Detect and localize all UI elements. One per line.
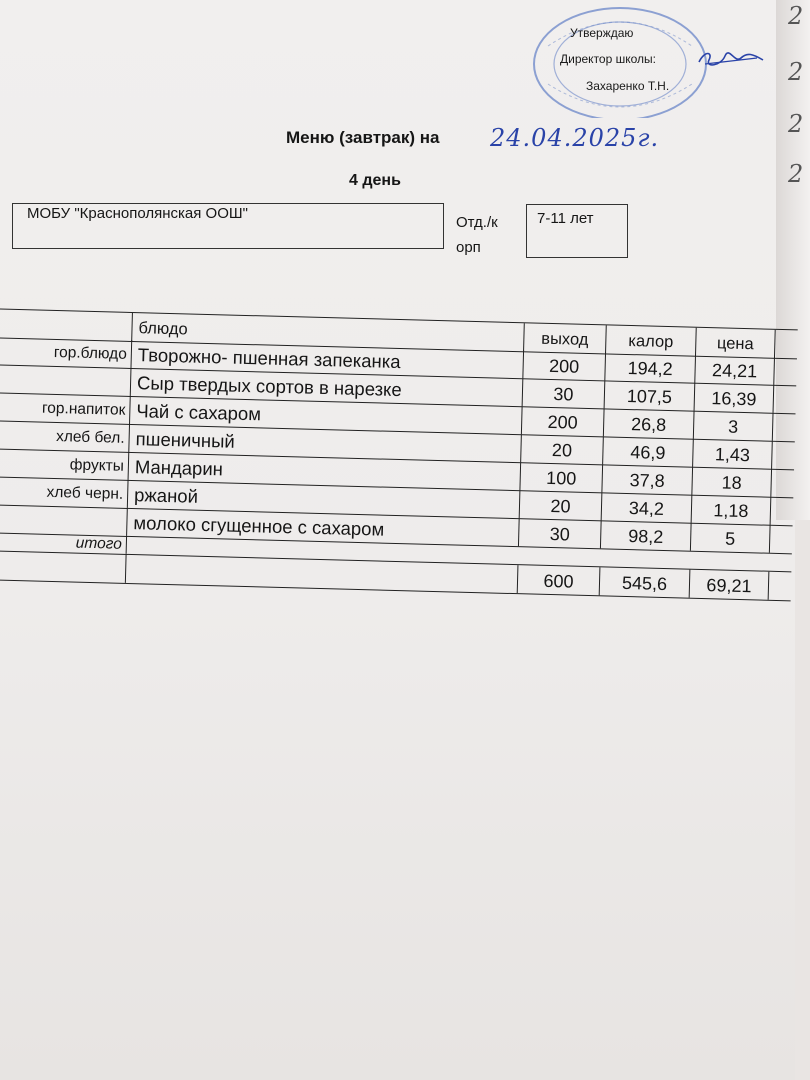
row-dish: Чай с сахаром	[129, 396, 522, 434]
row-output: 200	[521, 406, 604, 436]
header-output: выход	[523, 323, 606, 353]
director-label: Директор школы:	[560, 52, 656, 66]
row-calories: 37,8	[601, 464, 692, 494]
row-category	[0, 364, 130, 396]
row-price: 16,39	[694, 383, 775, 413]
edge-number: 2	[788, 2, 804, 30]
total-calories: 545,6	[599, 567, 690, 597]
row-price: 1,43	[692, 439, 773, 469]
row-output: 20	[520, 434, 603, 464]
row-category	[0, 551, 126, 583]
edge-number: 2	[788, 110, 804, 138]
day-label: 4 день	[349, 172, 401, 189]
age-group-box	[526, 204, 628, 258]
row-output: 30	[518, 518, 601, 548]
director-name: Захаренко Т.Н.	[586, 79, 670, 93]
row-category: гор.блюдо	[53, 343, 128, 363]
otd-line2: орп	[456, 239, 481, 256]
row-calories: 98,2	[600, 520, 691, 550]
header-price: цена	[695, 328, 776, 358]
menu-title: Меню (завтрак) на	[286, 128, 440, 147]
row-calories: 46,9	[602, 436, 693, 466]
row-dish: Творожно- пшенная запеканка	[130, 340, 523, 378]
row-dish: Мандарин	[128, 452, 521, 490]
approve-label: Утверждаю	[570, 26, 634, 40]
row-category: хлеб черн.	[46, 483, 124, 503]
row-price: 24,21	[694, 355, 775, 385]
header-calories: калор	[605, 325, 696, 355]
row-output: 20	[519, 490, 602, 520]
header-dish: блюдо	[131, 313, 524, 351]
total-price: 69,21	[689, 570, 770, 600]
total-label: итого	[75, 534, 123, 553]
row-calories: 107,5	[604, 380, 695, 410]
school-name: МОБУ "Краснополянская ООШ"	[27, 205, 248, 222]
row-output: 200	[522, 350, 605, 380]
director-signature	[695, 48, 767, 70]
age-group: 7-11 лет	[537, 210, 594, 227]
menu-table	[0, 308, 798, 599]
row-dish: Сыр твердых сортов в нарезке	[130, 368, 523, 406]
handwritten-date: 24.04.2025г.	[490, 124, 660, 152]
row-dish: молоко сгущенное с сахаром	[126, 508, 519, 546]
row-category	[0, 504, 127, 536]
row-price: 3	[693, 411, 774, 441]
row-category: хлеб бел.	[55, 428, 125, 447]
row-dish: ржаной	[127, 480, 520, 518]
row-category: фрукты	[69, 456, 125, 475]
otd-line1: Отд./к	[456, 214, 498, 231]
row-price: 18	[691, 467, 772, 497]
row-price: 1,18	[691, 495, 772, 525]
row-output: 30	[522, 378, 605, 408]
row-calories: 194,2	[604, 352, 695, 382]
row-calories: 26,8	[603, 408, 694, 438]
school-name-box	[12, 203, 444, 249]
row-category: гор.напиток	[41, 399, 126, 419]
row-calories: 34,2	[601, 492, 692, 522]
row-dish: пшеничный	[128, 424, 521, 462]
row-price: 5	[690, 523, 771, 553]
otd-label	[456, 210, 498, 260]
total-output: 600	[517, 565, 600, 595]
row-output: 100	[519, 462, 602, 492]
edge-number: 2	[788, 160, 804, 188]
edge-number: 2	[788, 58, 804, 86]
